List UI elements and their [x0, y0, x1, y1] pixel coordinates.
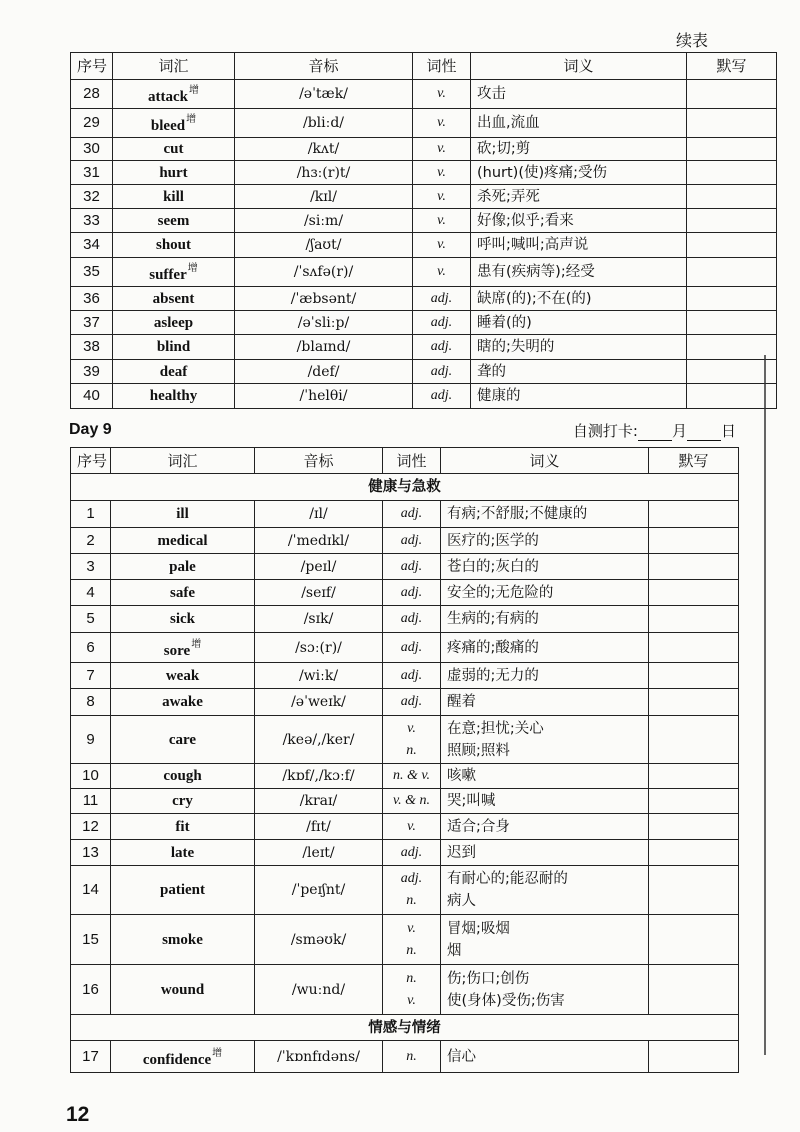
phonetic: /sɪk/ — [255, 606, 383, 633]
phonetic: /əˈsliːp/ — [235, 311, 413, 335]
table-row — [71, 360, 777, 384]
part-of-speech: adj. — [413, 311, 471, 335]
dictation-cell[interactable] — [687, 209, 777, 233]
added-word-mark: 增 — [187, 263, 198, 274]
word-text: fit — [175, 818, 190, 835]
word-text: weak — [165, 667, 200, 684]
part-of-speech: v. — [413, 258, 471, 287]
day-blank[interactable] — [687, 426, 721, 441]
vocab-word — [111, 606, 255, 633]
part-of-speech — [383, 716, 441, 764]
meaning: 健康的 — [471, 384, 687, 409]
table-row — [71, 633, 739, 663]
header-dictation: 默写 — [649, 448, 739, 474]
part-of-speech: v. — [383, 814, 441, 840]
added-word-mark: 增 — [191, 638, 202, 650]
table-row — [71, 258, 777, 287]
header-word: 词汇 — [111, 448, 255, 474]
part-of-speech: adj. — [383, 528, 441, 554]
part-of-speech: n. — [383, 1041, 441, 1073]
table-row — [71, 915, 739, 965]
dictation-cell[interactable] — [687, 80, 777, 109]
table-body — [71, 80, 777, 409]
vocab-word — [111, 1041, 255, 1073]
phonetic: /ˈpeɪʃnt/ — [255, 866, 383, 915]
part-of-speech: n. & v. — [383, 764, 441, 789]
meaning: 呼叫;喊叫;高声说 — [471, 233, 687, 258]
vocab-word — [111, 554, 255, 580]
header-no: 序号 — [71, 448, 111, 474]
table-row — [71, 311, 777, 335]
part-of-speech: v. — [413, 185, 471, 209]
dictation-cell[interactable] — [649, 580, 739, 606]
row-number: 10 — [71, 764, 111, 789]
page-number: 12 — [66, 1103, 90, 1126]
dictation-cell[interactable] — [649, 965, 739, 1015]
part-of-speech — [383, 866, 441, 915]
table-row — [71, 80, 777, 109]
table-row — [71, 866, 739, 915]
table-row — [71, 209, 777, 233]
dictation-cell[interactable] — [649, 528, 739, 554]
table-row — [71, 528, 739, 554]
vocab-word — [111, 965, 255, 1015]
dictation-cell[interactable] — [687, 161, 777, 185]
meaning-line: 冒烟;吸烟 — [447, 920, 510, 937]
table-row — [71, 335, 777, 360]
row-number: 31 — [71, 161, 113, 185]
meaning-line: 照顾;照料 — [447, 742, 510, 759]
word-text: sick — [169, 611, 195, 627]
row-number: 35 — [71, 258, 113, 287]
word-text: cut — [163, 141, 184, 157]
row-number: 30 — [71, 138, 113, 161]
row-number: 36 — [71, 287, 113, 311]
word-text: shout — [155, 237, 192, 253]
header-phonetic: 音标 — [255, 448, 383, 474]
meaning: 瞎的;失明的 — [471, 335, 687, 360]
row-number: 8 — [71, 689, 111, 716]
meaning-line: 有耐心的;能忍耐的 — [447, 871, 568, 887]
part-of-speech: v. — [413, 80, 471, 109]
table-row — [71, 716, 739, 764]
table-row — [71, 840, 739, 866]
part-of-speech: adj. — [413, 287, 471, 311]
table-row — [71, 689, 739, 716]
table-row — [71, 233, 777, 258]
part-of-speech: adj. — [413, 384, 471, 409]
phonetic: /wuːnd/ — [255, 965, 383, 1015]
word-text: blind — [156, 339, 191, 355]
dictation-cell[interactable] — [687, 360, 777, 384]
part-of-speech — [383, 915, 441, 965]
vocab-word — [113, 80, 235, 109]
word-text: hurt — [159, 164, 188, 181]
word-text: ill — [176, 506, 189, 522]
meaning: 疼痛的;酸痛的 — [441, 633, 649, 663]
vocab-word — [113, 209, 235, 233]
meaning: 睡着(的) — [471, 311, 687, 335]
header-meaning: 词义 — [471, 53, 687, 80]
table-row — [71, 109, 777, 138]
header-pos: 词性 — [383, 448, 441, 474]
part-of-speech-line: n. — [406, 742, 417, 758]
part-of-speech: v. — [413, 209, 471, 233]
meaning — [441, 915, 649, 965]
row-number: 40 — [71, 384, 113, 409]
table-row — [71, 580, 739, 606]
vocabulary-table-continued — [70, 52, 777, 409]
row-number: 12 — [71, 814, 111, 840]
part-of-speech-line: v. — [407, 992, 416, 1008]
vocab-word — [111, 814, 255, 840]
meaning: 信心 — [441, 1041, 649, 1073]
word-text: seem — [157, 212, 190, 229]
word-text: suffer — [149, 267, 187, 283]
row-number: 15 — [71, 915, 111, 965]
part-of-speech-line: adj. — [400, 871, 423, 886]
meaning — [441, 965, 649, 1015]
part-of-speech: adj. — [383, 580, 441, 606]
day-title: Day 9 — [69, 421, 112, 438]
dictation-cell[interactable] — [649, 1041, 739, 1073]
vocab-word — [113, 287, 235, 311]
dictation-cell[interactable] — [687, 311, 777, 335]
phonetic: /kʌt/ — [235, 138, 413, 161]
row-number: 11 — [71, 789, 111, 814]
phonetic: /ɪl/ — [255, 501, 383, 528]
month-label: 月 — [671, 422, 687, 440]
phonetic: /blaɪnd/ — [235, 335, 413, 360]
table-row — [71, 501, 739, 528]
table-row — [71, 965, 739, 1015]
part-of-speech: adj. — [413, 335, 471, 360]
header-no: 序号 — [71, 53, 113, 80]
vocabulary-table-day9 — [70, 447, 739, 1073]
vocab-word — [111, 915, 255, 965]
section-title: 健康与急救 — [71, 474, 739, 501]
meaning: 醒着 — [441, 689, 649, 716]
part-of-speech: adj. — [383, 689, 441, 716]
word-text: awake — [162, 694, 203, 710]
phonetic: /kɒf/,/kɔːf/ — [255, 764, 383, 789]
meaning: 生病的;有病的 — [441, 606, 649, 633]
word-text: confidence — [142, 1051, 212, 1068]
header-dictation: 默写 — [687, 53, 777, 80]
phonetic: /wiːk/ — [255, 663, 383, 689]
table-row — [71, 287, 777, 311]
word-text: attack — [148, 89, 188, 105]
meaning: 攻击 — [471, 80, 687, 109]
phonetic: /sɔː(r)/ — [255, 633, 383, 663]
phonetic: /leɪt/ — [255, 840, 383, 866]
meaning: (hurt)(使)疼痛;受伤 — [471, 161, 687, 185]
phonetic: /siːm/ — [235, 209, 413, 233]
part-of-speech: adj. — [383, 663, 441, 689]
table-row — [71, 764, 739, 789]
vocab-word — [113, 311, 235, 335]
dictation-cell[interactable] — [649, 606, 739, 633]
part-of-speech: adj. — [413, 360, 471, 384]
row-number: 39 — [71, 360, 113, 384]
meaning: 哭;叫喊 — [441, 789, 649, 814]
row-number: 7 — [71, 663, 111, 689]
vocab-word — [113, 138, 235, 161]
dictation-cell[interactable] — [687, 258, 777, 287]
word-text: kill — [163, 188, 184, 205]
phonetic: /kɪl/ — [235, 185, 413, 209]
dictation-cell[interactable] — [649, 814, 739, 840]
word-text: pale — [169, 558, 196, 575]
dictation-cell[interactable] — [687, 384, 777, 409]
row-number: 4 — [71, 580, 111, 606]
row-number: 33 — [71, 209, 113, 233]
phonetic: /keə/,/ker/ — [255, 716, 383, 764]
dictation-cell[interactable] — [687, 287, 777, 311]
meaning: 迟到 — [441, 840, 649, 866]
table-row — [71, 814, 739, 840]
meaning: 安全的;无危险的 — [441, 580, 649, 606]
word-text: care — [168, 731, 197, 748]
phonetic: /bliːd/ — [235, 109, 413, 138]
added-word-mark: 增 — [189, 85, 199, 96]
phonetic: /sməʊk/ — [255, 915, 383, 965]
vocab-word — [113, 384, 235, 409]
row-number: 34 — [71, 233, 113, 258]
dictation-cell[interactable] — [649, 915, 739, 965]
page-edge-shadow — [764, 355, 766, 1055]
vocab-word — [111, 716, 255, 764]
word-text: healthy — [149, 388, 198, 404]
row-number: 1 — [71, 501, 111, 528]
header-meaning: 词义 — [441, 448, 649, 474]
word-text: cough — [163, 768, 202, 784]
part-of-speech: v. — [413, 138, 471, 161]
word-text: sore — [163, 642, 191, 659]
section-header-row — [71, 474, 739, 501]
dictation-cell[interactable] — [649, 689, 739, 716]
dictation-cell[interactable] — [687, 185, 777, 209]
table-row — [71, 663, 739, 689]
dictation-cell[interactable] — [649, 716, 739, 764]
phonetic: /hɜː(r)t/ — [235, 161, 413, 185]
phonetic: /əˈtæk/ — [235, 80, 413, 109]
word-text: bleed — [150, 118, 186, 134]
vocab-word — [113, 335, 235, 360]
word-text: asleep — [153, 314, 194, 331]
word-text: absent — [152, 290, 195, 307]
row-number: 3 — [71, 554, 111, 580]
dictation-cell[interactable] — [687, 335, 777, 360]
word-text: smoke — [162, 931, 203, 948]
added-word-mark: 增 — [186, 114, 197, 125]
vocab-word — [111, 633, 255, 663]
word-text: wound — [160, 981, 205, 998]
vocab-word — [111, 789, 255, 814]
phonetic: /ˈhelθi/ — [235, 384, 413, 409]
meaning: 好像;似乎;看来 — [471, 209, 687, 233]
part-of-speech-line: n. — [406, 970, 417, 986]
row-number: 9 — [71, 716, 111, 764]
vocab-word — [113, 109, 235, 138]
meaning: 砍;切;剪 — [471, 138, 687, 161]
dictation-cell[interactable] — [649, 554, 739, 580]
table-row — [71, 138, 777, 161]
day-label: 日 — [720, 422, 736, 440]
part-of-speech-line: v. — [407, 720, 416, 736]
continued-label: 续表 — [676, 31, 709, 50]
meaning: 聋的 — [471, 360, 687, 384]
vocab-word — [111, 764, 255, 789]
vocab-word — [113, 258, 235, 287]
part-of-speech-line: v. — [407, 920, 416, 936]
part-of-speech: adj. — [383, 554, 441, 580]
row-number: 6 — [71, 633, 111, 663]
phonetic: /def/ — [235, 360, 413, 384]
table-row — [71, 606, 739, 633]
dictation-cell[interactable] — [687, 138, 777, 161]
table-body — [71, 474, 739, 1073]
vocab-word — [111, 580, 255, 606]
part-of-speech: v. — [413, 233, 471, 258]
part-of-speech: adj. — [383, 633, 441, 663]
meaning: 咳嗽 — [441, 764, 649, 789]
section-title: 情感与情绪 — [71, 1015, 739, 1041]
phonetic: /ˈkɒnfɪdəns/ — [255, 1041, 383, 1073]
phonetic: /ˈsʌfə(r)/ — [235, 258, 413, 287]
self-check-in — [573, 420, 736, 441]
table-row — [71, 384, 777, 409]
meaning: 出血,流血 — [471, 109, 687, 138]
meaning: 有病;不舒服;不健康的 — [441, 501, 649, 528]
row-number: 38 — [71, 335, 113, 360]
dictation-cell[interactable] — [649, 633, 739, 663]
row-number: 16 — [71, 965, 111, 1015]
part-of-speech: adj. — [383, 501, 441, 528]
table-header-row — [71, 53, 777, 80]
row-number: 13 — [71, 840, 111, 866]
vocab-word — [111, 501, 255, 528]
meaning: 患有(疾病等);经受 — [471, 258, 687, 287]
vocab-word — [113, 360, 235, 384]
dictation-cell[interactable] — [649, 501, 739, 528]
word-text: patient — [160, 882, 205, 898]
word-text: deaf — [159, 363, 188, 380]
checkin-label: 自测打卡: — [572, 422, 638, 440]
dictation-cell[interactable] — [649, 663, 739, 689]
meaning — [441, 866, 649, 915]
header-pos: 词性 — [413, 53, 471, 80]
vocab-word — [111, 663, 255, 689]
dictation-cell[interactable] — [649, 840, 739, 866]
header-phonetic: 音标 — [235, 53, 413, 80]
row-number: 17 — [71, 1041, 111, 1073]
meaning-line: 烟 — [447, 942, 462, 959]
part-of-speech-line: n. — [406, 942, 417, 958]
row-number: 29 — [71, 109, 113, 138]
meaning: 适合;合身 — [441, 814, 649, 840]
row-number: 37 — [71, 311, 113, 335]
row-number: 5 — [71, 606, 111, 633]
vocab-word — [113, 233, 235, 258]
dictation-cell[interactable] — [649, 866, 739, 915]
dictation-cell[interactable] — [649, 764, 739, 789]
meaning: 虚弱的;无力的 — [441, 663, 649, 689]
row-number: 28 — [71, 80, 113, 109]
phonetic: /əˈweɪk/ — [255, 689, 383, 716]
header-word: 词汇 — [113, 53, 235, 80]
meaning-line: 在意;担忧;关心 — [447, 720, 544, 737]
table-header-row — [71, 448, 739, 474]
phonetic: /kraɪ/ — [255, 789, 383, 814]
word-text: cry — [172, 793, 193, 809]
vocab-word — [111, 528, 255, 554]
word-text: medical — [157, 532, 208, 549]
vocab-word — [111, 840, 255, 866]
vocab-word — [113, 161, 235, 185]
phonetic: /ʃaʊt/ — [235, 233, 413, 258]
phonetic: /seɪf/ — [255, 580, 383, 606]
part-of-speech: v. & n. — [383, 789, 441, 814]
added-word-mark: 增 — [212, 1047, 223, 1059]
phonetic: /peɪl/ — [255, 554, 383, 580]
part-of-speech-line: n. — [406, 893, 417, 908]
row-number: 14 — [71, 866, 111, 915]
part-of-speech: adj. — [383, 840, 441, 866]
vocab-word — [111, 689, 255, 716]
meaning: 苍白的;灰白的 — [441, 554, 649, 580]
table-row — [71, 161, 777, 185]
meaning: 缺席(的);不在(的) — [471, 287, 687, 311]
part-of-speech: v. — [413, 161, 471, 185]
phonetic: /ˈmedɪkl/ — [255, 528, 383, 554]
phonetic: /fɪt/ — [255, 814, 383, 840]
table-row — [71, 1041, 739, 1073]
meaning-line: 伤;伤口;创伤 — [447, 970, 530, 987]
part-of-speech: adj. — [383, 606, 441, 633]
table-row — [71, 185, 777, 209]
table-row — [71, 554, 739, 580]
dictation-cell[interactable] — [649, 789, 739, 814]
meaning — [441, 716, 649, 764]
word-text: late — [170, 844, 195, 861]
vocab-word — [111, 866, 255, 915]
table-row — [71, 789, 739, 814]
month-blank[interactable] — [638, 426, 672, 441]
part-of-speech — [383, 965, 441, 1015]
dictation-cell[interactable] — [687, 233, 777, 258]
section-header-row — [71, 1015, 739, 1041]
meaning: 医疗的;医学的 — [441, 528, 649, 554]
part-of-speech: v. — [413, 109, 471, 138]
meaning-line: 使(身体)受伤;伤害 — [447, 992, 565, 1009]
row-number: 2 — [71, 528, 111, 554]
dictation-cell[interactable] — [687, 109, 777, 138]
row-number: 32 — [71, 185, 113, 209]
vocab-word — [113, 185, 235, 209]
meaning-line: 病人 — [447, 893, 476, 909]
word-text: safe — [170, 584, 195, 601]
phonetic: /ˈæbsənt/ — [235, 287, 413, 311]
meaning: 杀死;弄死 — [471, 185, 687, 209]
